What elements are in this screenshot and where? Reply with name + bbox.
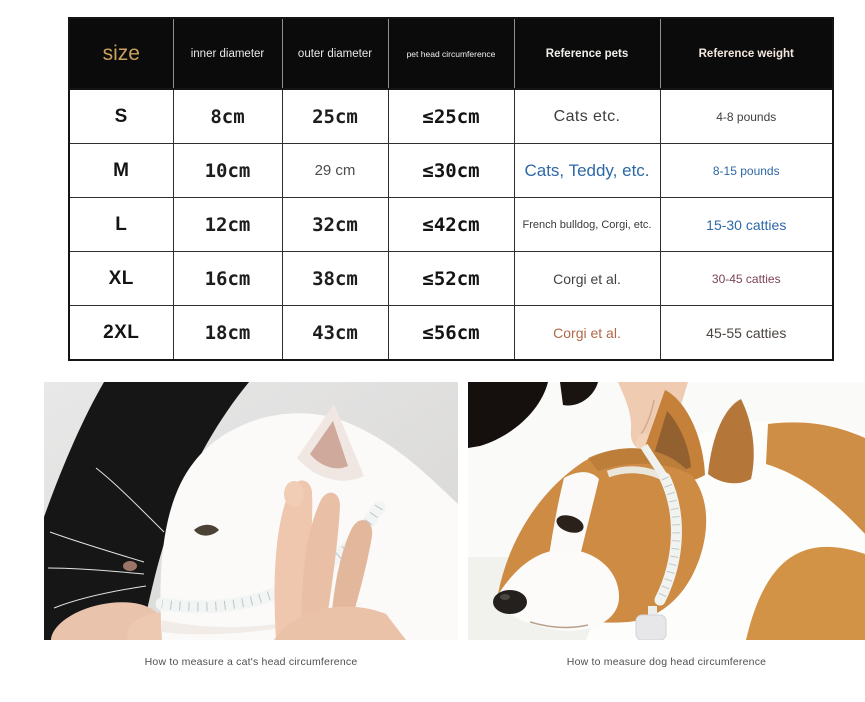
col-header-reference-weight: Reference weight bbox=[660, 18, 833, 89]
cell-inner: 12cm bbox=[173, 198, 282, 252]
cell-outer: 38cm bbox=[282, 252, 388, 306]
cell-weight: 8-15 pounds bbox=[660, 144, 833, 198]
cell-head: ≤42cm bbox=[388, 198, 514, 252]
cell-outer: 32cm bbox=[282, 198, 388, 252]
cell-weight: 45-55 catties bbox=[660, 306, 833, 361]
fingertip bbox=[284, 481, 304, 507]
cell-outer: 43cm bbox=[282, 306, 388, 361]
cell-weight: 4-8 pounds bbox=[660, 89, 833, 144]
cell-head: ≤56cm bbox=[388, 306, 514, 361]
cell-pets: Cats etc. bbox=[514, 89, 660, 144]
cell-head: ≤52cm bbox=[388, 252, 514, 306]
dog-nose bbox=[493, 590, 527, 614]
cell-size: M bbox=[69, 144, 173, 198]
cell-outer: 25cm bbox=[282, 89, 388, 144]
cell-head: ≤25cm bbox=[388, 89, 514, 144]
cell-pets: French bulldog, Corgi, etc. bbox=[514, 198, 660, 252]
table-row-s bbox=[69, 89, 833, 144]
table-row-2xl bbox=[69, 306, 833, 361]
col-header-inner-diameter: inner diameter bbox=[173, 18, 282, 89]
cell-weight: 15-30 catties bbox=[660, 198, 833, 252]
dog-photo-illustration bbox=[468, 382, 865, 640]
cell-size: S bbox=[69, 89, 173, 144]
cat-photo-caption: How to measure a cat's head circumference bbox=[144, 656, 358, 668]
cell-pets: Cats, Teddy, etc. bbox=[514, 144, 660, 198]
cat-photo-illustration bbox=[44, 382, 458, 640]
table-row-l bbox=[69, 198, 833, 252]
cell-inner: 18cm bbox=[173, 306, 282, 361]
cat-measuring-photo bbox=[44, 382, 458, 640]
cell-size: 2XL bbox=[69, 306, 173, 361]
cell-inner: 8cm bbox=[173, 89, 282, 144]
cell-inner: 16cm bbox=[173, 252, 282, 306]
tape-case bbox=[636, 615, 666, 640]
cell-inner: 10cm bbox=[173, 144, 282, 198]
cell-outer: 29 cm bbox=[282, 144, 388, 198]
col-header-outer-diameter: outer diameter bbox=[282, 18, 388, 89]
cell-size: XL bbox=[69, 252, 173, 306]
nose-highlight bbox=[500, 594, 510, 600]
table-row-m bbox=[69, 144, 833, 198]
cell-head: ≤30cm bbox=[388, 144, 514, 198]
header-row bbox=[69, 18, 833, 89]
table-row-xl bbox=[69, 252, 833, 306]
cell-weight: 30-45 catties bbox=[660, 252, 833, 306]
cell-size: L bbox=[69, 198, 173, 252]
dog-measuring-photo bbox=[468, 382, 865, 640]
dog-photo-caption: How to measure dog head circumference bbox=[566, 656, 767, 668]
size-chart-table bbox=[68, 17, 834, 361]
cell-pets: Corgi et al. bbox=[514, 252, 660, 306]
col-header-size: size bbox=[69, 18, 173, 89]
col-header-head-circumference: pet head circumference bbox=[388, 18, 514, 89]
col-header-reference-pets: Reference pets bbox=[514, 18, 660, 89]
cat-nose bbox=[123, 561, 137, 571]
cell-pets: Corgi et al. bbox=[514, 306, 660, 361]
